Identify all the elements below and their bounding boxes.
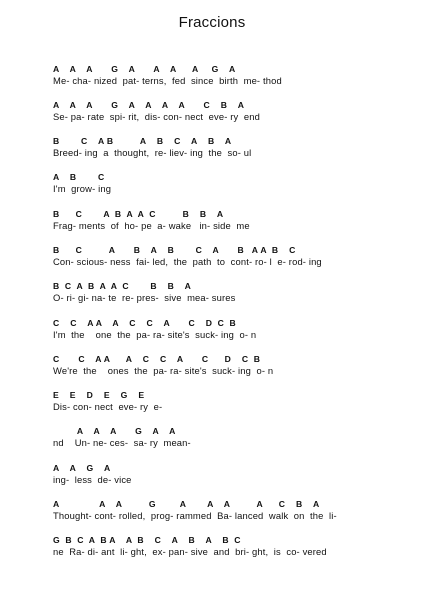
verse-7 [53,281,413,304]
lyric-line: Se- pa- rate spi- rit, dis- con- nect eve- ry end [53,111,260,122]
lyric-line: Thought- cont- rolled, prog- rammed Ba- lanced walk on the li- [53,510,337,521]
chord-line: C C A A A C C A C D C B [53,354,261,364]
verse-4 [53,172,413,195]
verse-8 [53,318,413,341]
chord-line: A A G A [53,463,111,473]
lyric-line: Frag- ments of ho- pe a- wake in- side me [53,220,250,231]
chord-line: B C A B A B C A B A A B C [53,245,296,255]
lyric-line: Dis- con- nect eve- ry e- [53,401,163,412]
verse-2 [53,100,413,123]
chord-line: A A A G A A [53,426,176,436]
chord-line: A A A G A A A A C B A [53,499,320,509]
chord-line: E E D E G E [53,390,145,400]
verse-9 [53,354,413,377]
lyric-line: I'm the one the pa- ra- site's suck- ing o- n [53,329,257,340]
verse-12 [53,463,413,486]
chord-line: B C A B A B C A B A [53,136,232,146]
chord-line: A B C [53,172,105,182]
verse-3 [53,136,413,159]
chord-line: B C A B A A C B B A [53,209,224,219]
verse-10 [53,390,413,413]
chord-line: B C A B A A C B B A [53,281,192,291]
lyric-line: I'm grow- ing [53,183,112,194]
verse-13 [53,499,413,522]
lyric-line: ing- less de- vice [53,474,132,485]
verse-11 [53,426,413,449]
verse-5 [53,209,413,232]
lyric-line: O- ri- gi- na- te re- pres- sive mea- sures [53,292,236,303]
chord-line: A A A G A A A A C B A [53,100,245,110]
lyric-line: We're the ones the pa- ra- site's suck- ing o- n [53,365,274,376]
lyric-line: Con- scious- ness fai- led, the path to cont- ro- l e- rod- ing [53,256,322,267]
verse-6 [53,245,413,268]
verse-14 [53,535,413,558]
chord-line: A A A G A A A A G A [53,64,236,74]
lyric-line: nd Un- ne- ces- sa- ry mean- [53,437,191,448]
verse-1 [53,64,413,87]
chord-line: G B C A B A A B C A B A B C [53,535,241,545]
lyric-line: Breed- ing a thought, re- liev- ing the so- ul [53,147,252,158]
lyric-line: ne Ra- di- ant li- ght, ex- pan- sive and bri- ght, is co- vered [53,546,327,557]
chord-line: C C A A A C C A C D C B [53,318,237,328]
lyric-line: Me- cha- nized pat- terns, fed since birth me- thod [53,75,282,86]
page-title: Fraccions [178,14,246,31]
